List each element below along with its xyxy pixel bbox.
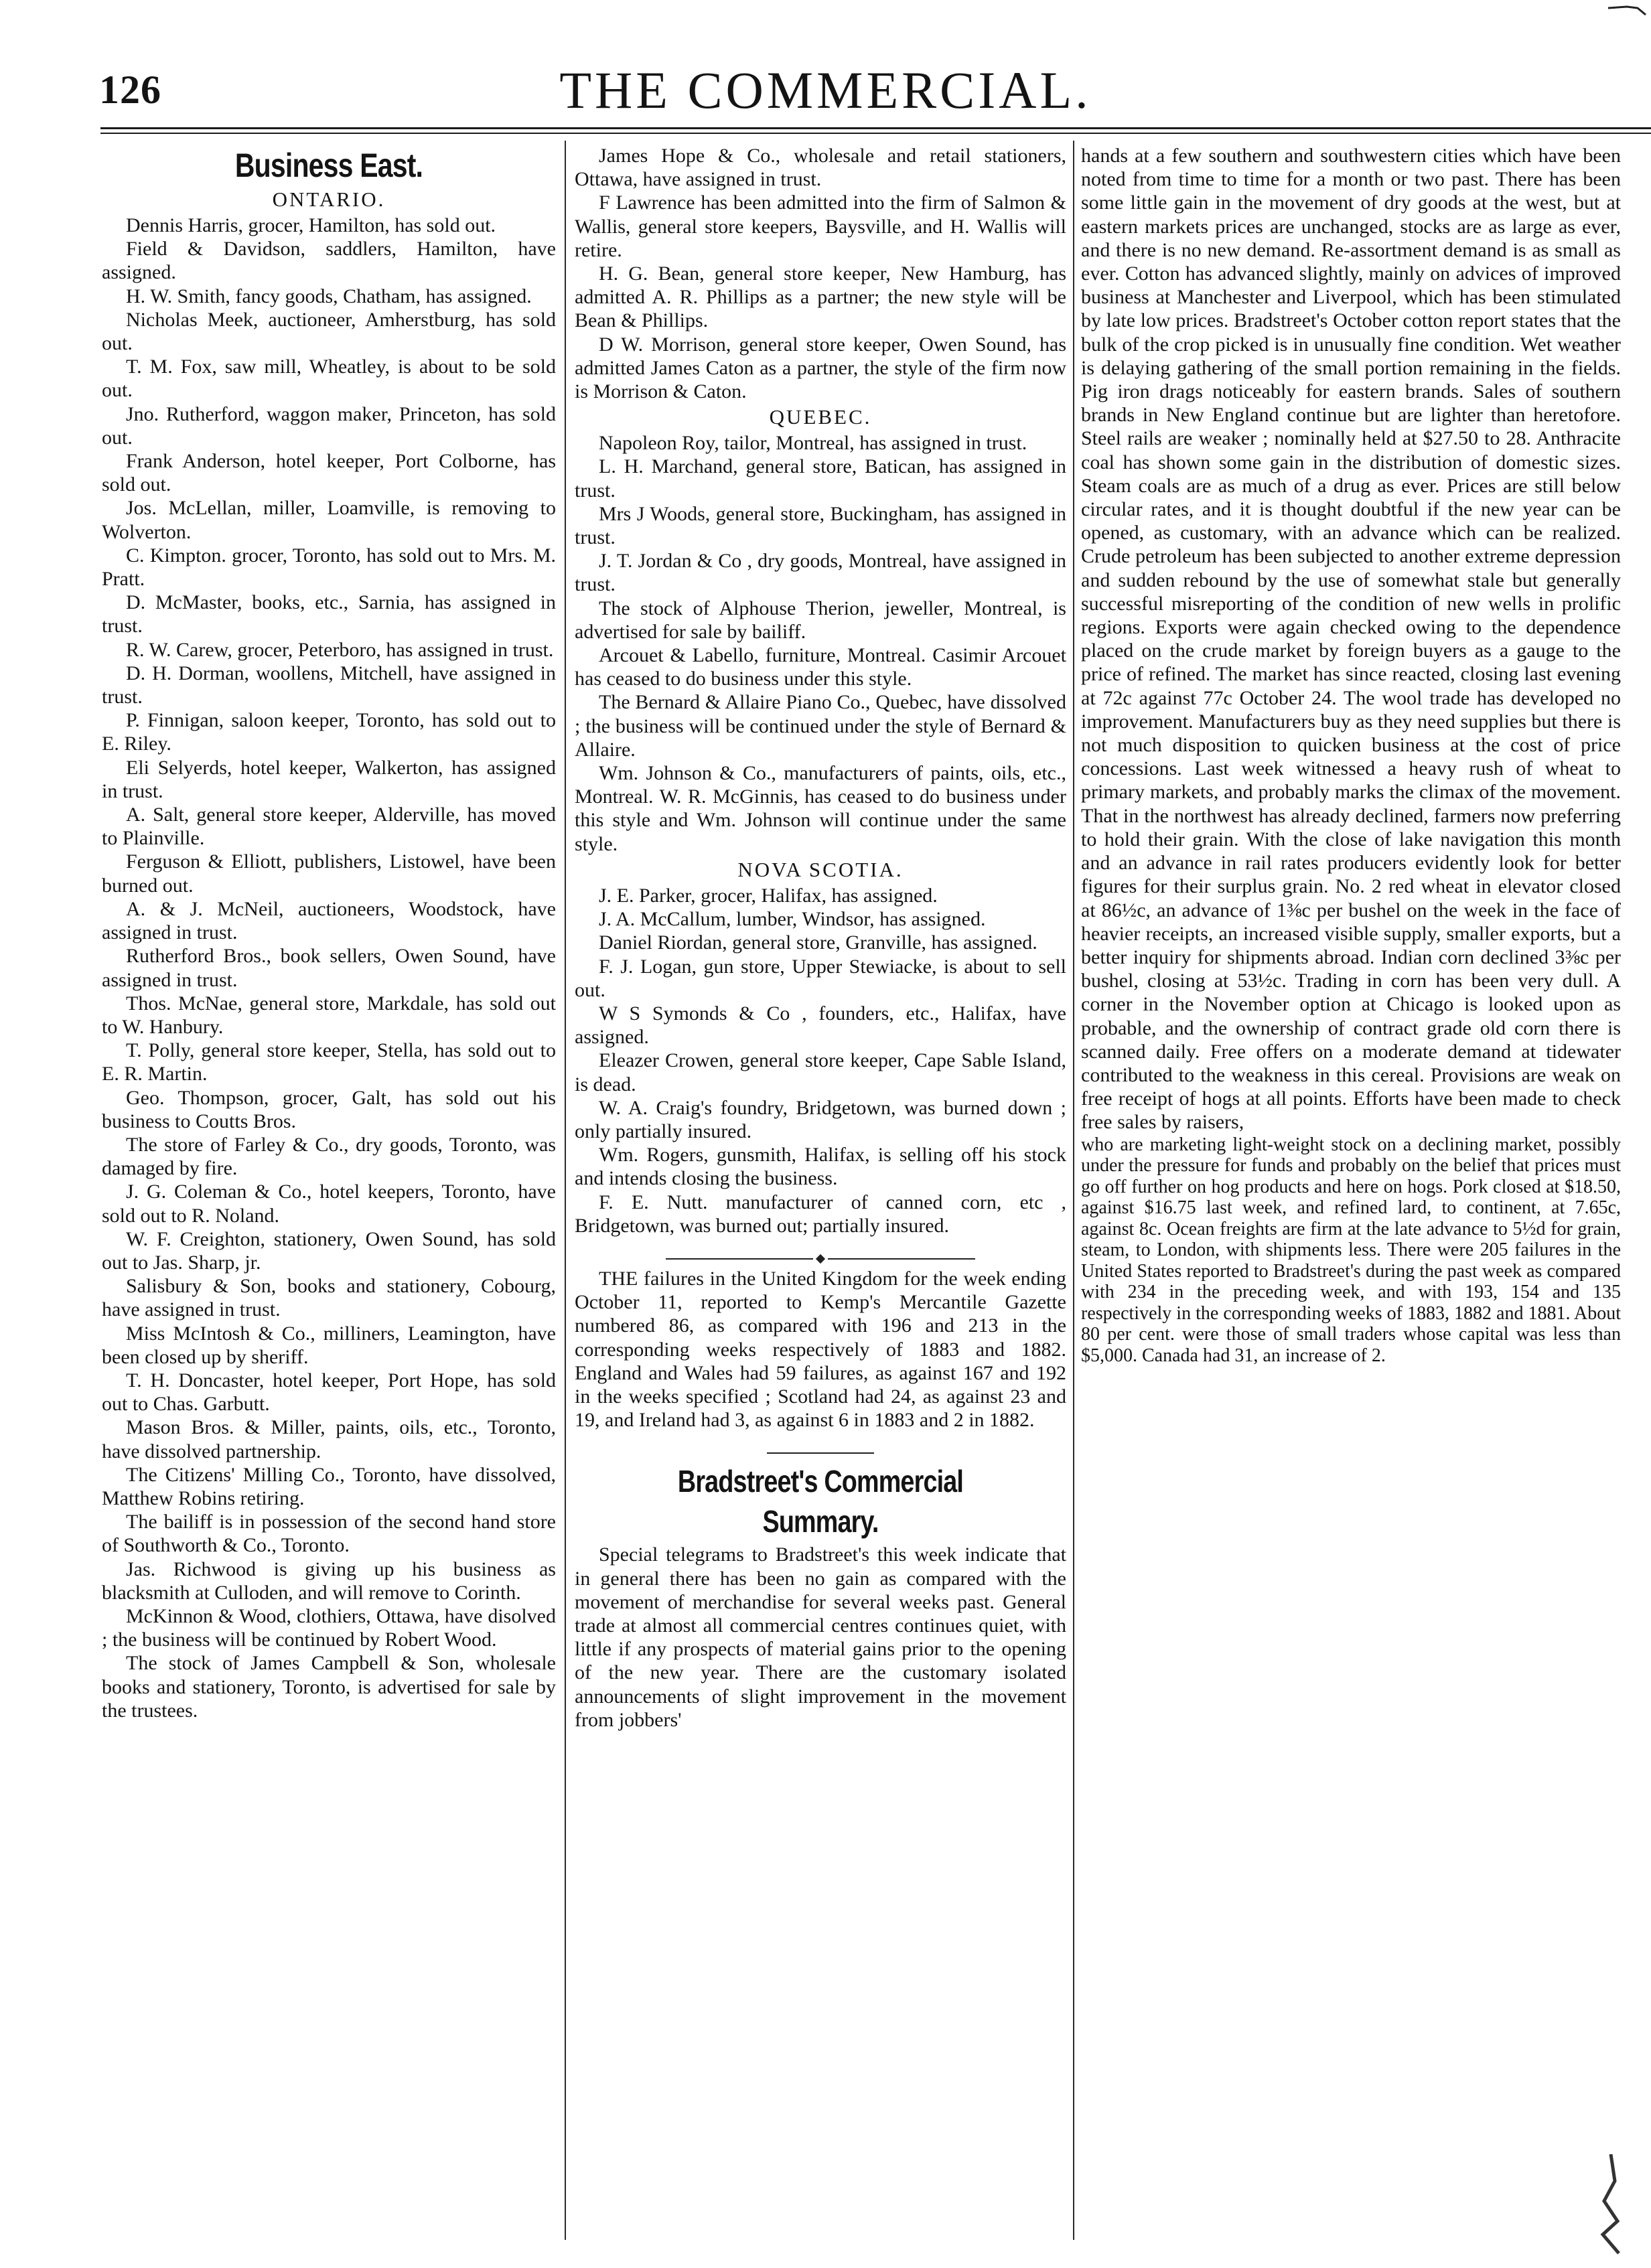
list-item: F Lawrence has been admitted into the firm of Salmon & Wallis, general store keepers, Baysville, and H. Wallis will retire. [575,192,1066,261]
list-item: D. H. Dorman, woollens, Mitchell, have assigned in trust. [102,662,556,708]
header-rule [100,127,1651,129]
list-item: H. G. Bean, general store keeper, New Hamburg, has admitted A. R. Phillips as a partner; the new style will be Bean & Phillips. [575,262,1066,332]
subhead-ontario: ONTARIO. [272,187,386,211]
list-item: Arcouet & Labello, furniture, Montreal. Casimir Arcouet has ceased to do business under this style. [575,644,1066,690]
summary-continued: hands at a few southern and southwestern cities which have been noted from time to time for a month or two past. There has been some little gain in the movement of dry goods at the west, but at eastern markets prices are unchanged, stocks are as large as ever, and there is no new demand. Re-assortment demand is as small as ever. Cotton has advanced slightly, mainly on advices of improved business at Manchester and Liverpool, which has been stimulated by late low prices. Bradstreet's October cotton report states that the bulk of the crop picked is in unusually fine condition. Wet weather is delaying gathering of the small portion remaining in the fields. Pig iron drags noticeably for eastern brands. Sales of southern brands in New England continue but are lighter than heretofore. Steel rails are weaker ; nominally held at $27.50 to 28. Anthracite coal has shown some gain in the distribution of domestic sizes. Steam coals are as much of a drug as ever. Prices are still below circular rates, and it is thought doubtful if the new year can be opened, as customary, with an advance which can be realized. Crude petroleum has been subjected to another extreme depression and sudden rebound by the use of somewhat stale but generally successful misreporting of the condition of new wells in prolific regions. Exports were again checked owing to the dependence placed on the crude market by foreign buyers as a gauge to the price of refined. The market has since reacted, closing last evening at 72c against 77c October 24. The wool trade has developed no improvement. Manufacturers buy as they need supplies but there is not much disposition to quicken business at the cost of price concessions. Last week witnessed a heavy rush of wheat to primary markets, and probably marks the climax of the movement. That in the northwest has already declined, farmers now preferring to hold their grain. With the close of lake navigation this month and an advance in rail rates producers evidently look for better figures for their surplus grain. No. 2 red wheat in elevator closed at 86½c, an advance of 1⅜c per bushel on the week in the face of heavier receipts, an increased visible supply, smaller exports, but a better inquiry for shipments abroad. Indian corn declined 3⅜c per bushel, closing at 53½c. Trading in corn has been very dull. A corner in the November option at Chicago is looked upon as probable, and the ownership of contract grade old corn there is scanned daily. Free offers on a moderate demand at tidewater contributed to the weakness in this cereal. Provisions are weak on free receipt of hogs at all points. Efforts have been made to check free sales by raisers, [1081,145,1621,1134]
column-1 [102,144,556,2240]
column-2 [575,144,1066,2240]
list-item: L. H. Marchand, general store, Batican, has assigned in trust. [575,455,1066,502]
list-item: T. Polly, general store keeper, Stella, has sold out to E. R. Martin. [102,1039,556,1085]
list-item: Napoleon Roy, tailor, Montreal, has assigned in trust. [599,432,1027,455]
list-item: A. Salt, general store keeper, Alderville, has moved to Plainville. [102,804,556,850]
page-title: THE COMMERCIAL. [559,61,1092,119]
section-title-bradstreet: Bradstreet's Commercial Summary. [677,1464,964,1539]
subhead-quebec: QUEBEC. [769,405,872,429]
failures-paragraph: THE failures in the United Kingdom for the week ending October 11, reported to Kemp's Mercantile Gazette numbered 86, as compared with 196 and 213 in the corresponding weeks respectively of 1883 and 1882. England and Wales had 59 failures, as against 167 and 192 in the weeks specified ; Scotland had 24, as against 23 and 19, and Ireland had 3, as against 6 in 1883 and 2 in 1882. [575,1267,1066,1432]
list-item: Salisbury & Son, books and stationery, Cobourg, have assigned in trust. [102,1275,556,1321]
list-item: Thos. McNae, general store, Markdale, has sold out to W. Hanbury. [102,992,556,1038]
list-item: T. M. Fox, saw mill, Wheatley, is about to be sold out. [102,356,556,402]
ornamental-divider [575,1245,1066,1259]
column-divider [1073,141,1074,2240]
list-item: Daniel Riordan, general store, Granville, has assigned. [599,931,1037,954]
list-item: Field & Davidson, saddlers, Hamilton, have assigned. [102,238,556,284]
list-item: W. A. Craig's foundry, Bridgetown, was burned down ; only partially insured. [575,1096,1066,1142]
list-item: James Hope & Co., wholesale and retail stationers, Ottawa, have assigned in trust. [575,145,1066,191]
list-item: Ferguson & Elliott, publishers, Listowel, have been burned out. [102,850,556,897]
summary-paragraph: Special telegrams to Bradstreet's this week indicate that in general there has been no gain as compared with the movement of merchandise for several weeks past. General trade at almost all commercial centres continues quiet, with little if any prospects of material gains prior to the opening of the new year. There are the customary isolated announcements of slight improvement in the movement from jobbers' [575,1543,1066,1731]
corner-mark-icon [1607,4,1647,16]
list-item: Jas. Richwood is giving up his business as blacksmith at Culloden, and will remove to Corinth. [102,1558,556,1604]
list-item: J. T. Jordan & Co , dry goods, Montreal, have assigned in trust. [575,550,1066,596]
list-item: The store of Farley & Co., dry goods, Toronto, was damaged by fire. [102,1133,556,1180]
list-item: Mrs J Woods, general store, Buckingham, has assigned in trust. [575,502,1066,549]
section-title-business-east: Business East. [234,147,423,184]
list-item: Rutherford Bros., book sellers, Owen Sound, have assigned in trust. [102,945,556,991]
page-header [0,60,1651,134]
margin-mark-icon [1584,2154,1631,2255]
column-3 [1081,144,1621,2240]
list-item: A. & J. McNeil, auctioneers, Woodstock, have assigned in trust. [102,897,556,944]
list-item: D W. Morrison, general store keeper, Owen Sound, has admitted James Caton as a partner, the style of the firm now is Morrison & Caton. [575,333,1066,403]
list-item: The stock of Alphouse Therion, jeweller, Montreal, is advertised for sale by bailiff. [575,597,1066,643]
list-item: R. W. Carew, grocer, Peterboro, has assigned in trust. [126,638,554,661]
page-number: 126 [99,68,161,112]
list-item: Eli Selyerds, hotel keeper, Walkerton, has assigned in trust. [102,756,556,802]
list-item: C. Kimpton. grocer, Toronto, has sold out to Mrs. M. Pratt. [102,544,556,591]
list-item: Jno. Rutherford, waggon maker, Princeton, has sold out. [102,402,556,449]
list-item: J. E. Parker, grocer, Halifax, has assigned. [599,884,938,907]
list-item: Wm. Johnson & Co., manufacturers of paints, oils, etc., Montreal. W. R. McGinnis, has ceased to do business under this style and Wm. Johnson will continue under the same style. [575,762,1066,855]
list-item: Miss McIntosh & Co., milliners, Leamington, have been closed up by sheriff. [102,1322,556,1368]
list-item: Eleazer Crowen, general store keeper, Cape Sable Island, is dead. [575,1049,1066,1095]
list-item: H. W. Smith, fancy goods, Chatham, has assigned. [126,285,532,307]
header-rule-thin [100,133,1651,134]
list-item: The bailiff is in possession of the second hand store of Southworth & Co., Toronto. [102,1511,556,1557]
list-item: Mason Bros. & Miller, paints, oils, etc., Toronto, have dissolved partnership. [102,1416,556,1462]
list-item: Jos. McLellan, miller, Loamville, is removing to Wolverton. [102,497,556,543]
list-item: D. McMaster, books, etc., Sarnia, has assigned in trust. [102,591,556,637]
list-item: McKinnon & Wood, clothiers, Ottawa, have disolved ; the business will be continued by Robert Wood. [102,1604,556,1651]
list-item: Dennis Harris, grocer, Hamilton, has sold out. [126,214,496,236]
list-item: F. J. Logan, gun store, Upper Stewiacke, is about to sell out. [575,955,1066,1001]
summary-continued-small: who are marketing light-weight stock on a declining market, possibly under the pressure for funds and probably on the belief that prices must go off further on hog products and here on hogs. Pork closed at $18.50, against $16.75 last week, and refined lard, to continent, at 7.65c, against 8c. Ocean freights are firm at the late advance to 5½d for grain, steam, to London, with shipments less. There were 205 failures in the United States reported to Bradstreet's during the past week as compared with 234 in the preceding week, and with 193, 154 and 135 respectively in the corresponding weeks of 1883, 1882 and 1881. About 80 per cent. were those of small traders whose capital was less than $5,000. Canada had 31, an increase of 2. [1081,1134,1621,1366]
column-divider [565,141,566,2240]
list-item: W. F. Creighton, stationery, Owen Sound, has sold out to Jas. Sharp, jr. [102,1227,556,1274]
list-item: The Bernard & Allaire Piano Co., Quebec, have dissolved ; the business will be continued under the style of Bernard & Allaire. [575,691,1066,761]
list-item: Wm. Rogers, gunsmith, Halifax, is selling off his stock and intends closing the business. [575,1144,1066,1190]
list-item: Frank Anderson, hotel keeper, Port Colborne, has sold out. [102,450,556,496]
list-item: Geo. Thompson, grocer, Galt, has sold out his business to Coutts Bros. [102,1086,556,1132]
list-item: T. H. Doncaster, hotel keeper, Port Hope, has sold out to Chas. Garbutt. [102,1369,556,1416]
list-item: Nicholas Meek, auctioneer, Amherstburg, has sold out. [102,308,556,355]
ornamental-divider [575,1440,1066,1453]
list-item: The stock of James Campbell & Son, wholesale books and stationery, Toronto, is advertised for sale by the trustees. [102,1652,556,1722]
list-item: W S Symonds & Co , founders, etc., Halifax, have assigned. [575,1002,1066,1049]
list-item: J. G. Coleman & Co., hotel keepers, Toronto, have sold out to R. Noland. [102,1181,556,1227]
list-item: J. A. McCallum, lumber, Windsor, has assigned. [599,908,986,931]
list-item: P. Finnigan, saloon keeper, Toronto, has sold out to E. Riley. [102,709,556,755]
subhead-nova-scotia: NOVA SCOTIA. [737,857,904,881]
list-item: The Citizens' Milling Co., Toronto, have dissolved, Matthew Robins retiring. [102,1463,556,1509]
list-item: F. E. Nutt. manufacturer of canned corn, etc , Bridgetown, was burned out; partially insured. [575,1191,1066,1237]
